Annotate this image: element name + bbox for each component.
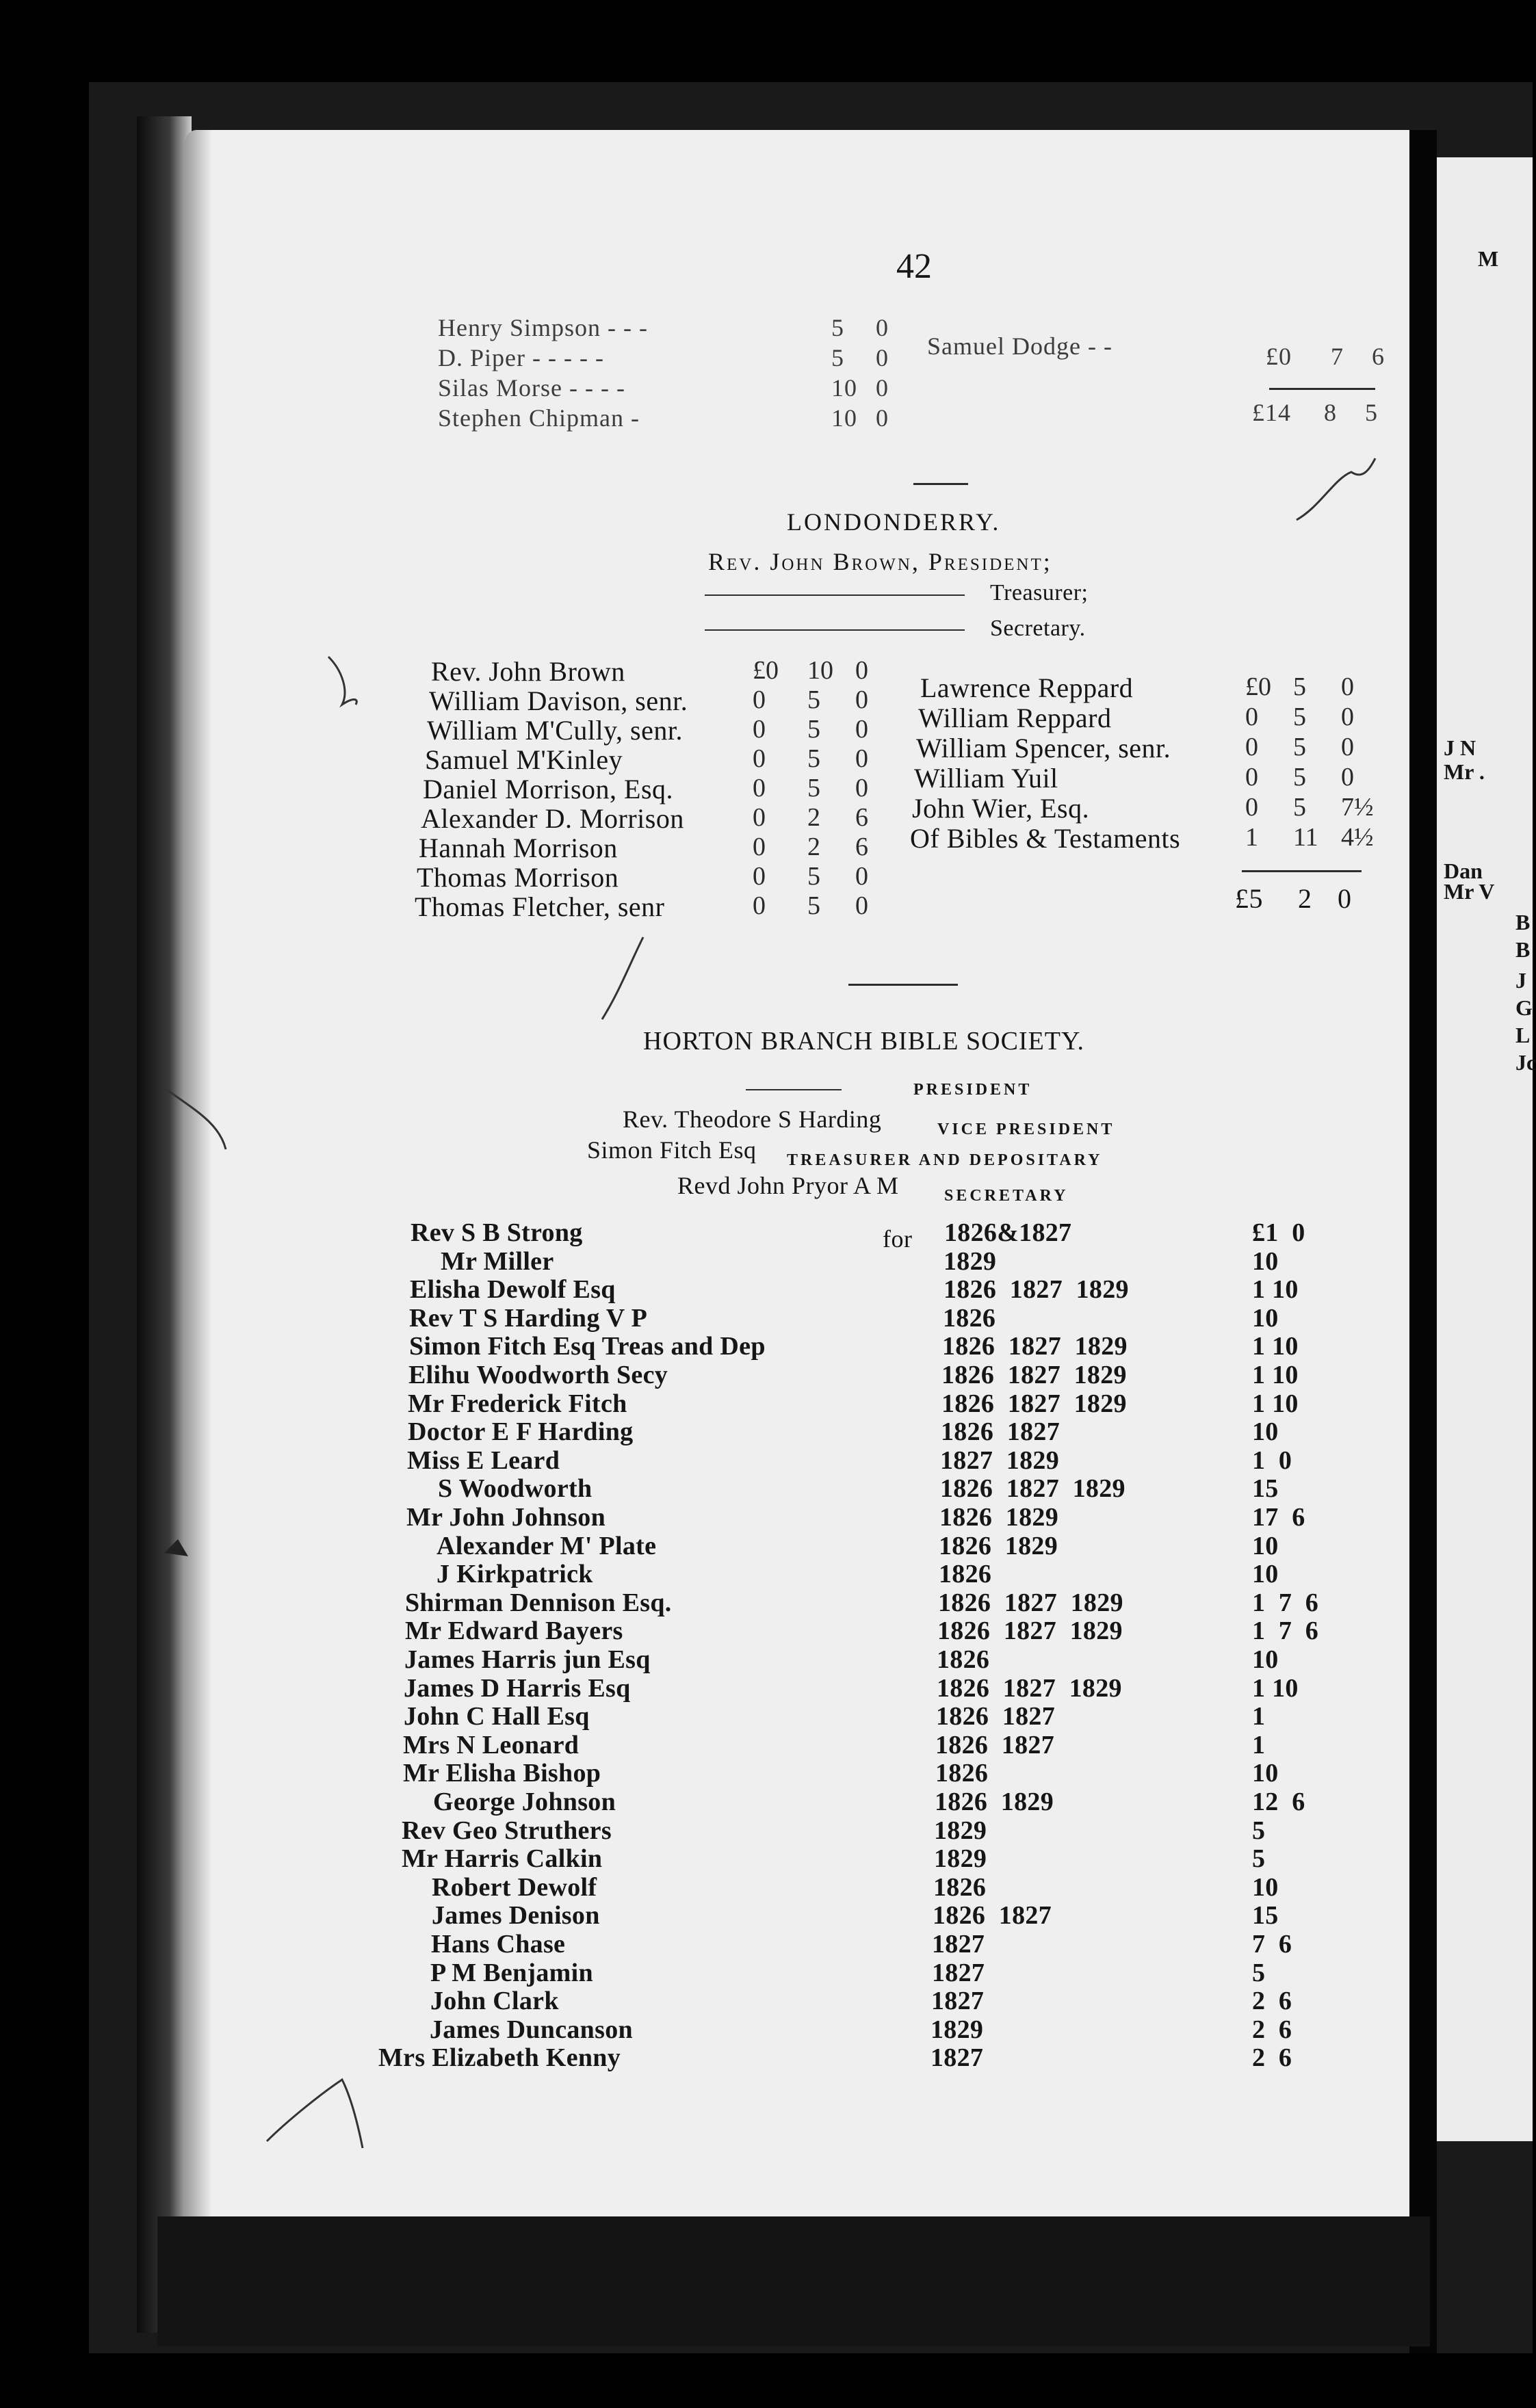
contributor-name: William Reppard xyxy=(918,703,1112,733)
contributor-name: Alexander D. Morrison xyxy=(421,803,684,834)
subscription-years: 1826 1827 1829 xyxy=(943,1275,1129,1305)
amount-pence: 0 xyxy=(1341,703,1354,731)
vice-president-label: VICE PRESIDENT xyxy=(937,1121,1115,1138)
amount-shillings: 10 xyxy=(831,374,857,402)
londonderry-total-d: 0 xyxy=(1338,883,1352,914)
subscriber-name: John Clark xyxy=(430,1987,559,2016)
subscription-years: 1826 1829 xyxy=(935,1788,1054,1816)
amount-pence: 0 xyxy=(876,404,889,432)
subscription-years: 1826 1829 xyxy=(939,1503,1058,1532)
subscription-amount: 7 6 xyxy=(1252,1930,1292,1959)
amount-pence: 0 xyxy=(1341,763,1354,791)
amount-pence: 0 xyxy=(876,344,889,371)
subscriber-name: Robert Dewolf xyxy=(432,1872,597,1902)
subscriber-name: Shirman Dennison Esq. xyxy=(405,1588,672,1617)
amount-pence: 0 xyxy=(855,656,868,685)
subscriber-name: James Denison xyxy=(432,1901,600,1931)
facing-page-fragment: B xyxy=(1515,937,1531,962)
subscriber-name: Simon Fitch Esq Treas and Dep xyxy=(409,1332,766,1361)
londonderry-secretary: Secretary. xyxy=(990,616,1086,641)
subscription-amount: 17 6 xyxy=(1252,1503,1305,1532)
subscription-amount: 1 10 xyxy=(1252,1361,1299,1389)
facing-page-fragment: B xyxy=(1515,910,1531,934)
amount-pence: 0 xyxy=(1341,733,1354,761)
subscription-years: 1829 xyxy=(934,1844,987,1874)
subscriber-name: S Woodworth xyxy=(438,1474,593,1504)
subscription-years: 1826 1827 1829 xyxy=(942,1332,1128,1361)
londonderry-total-l: £5 xyxy=(1235,883,1263,914)
subscription-years: 1827 1829 xyxy=(940,1445,1059,1475)
amount-shillings: 5 xyxy=(807,891,820,920)
londonderry-president: Rev. John Brown, President; xyxy=(708,548,1052,575)
facing-page-fragment: Mr . xyxy=(1444,759,1485,784)
londonderry-total-s: 2 xyxy=(1298,883,1312,914)
amount-shillings: 5 xyxy=(831,314,844,341)
subscription-years: 1827 xyxy=(932,1958,985,1987)
amount-pence: 4½ xyxy=(1341,823,1374,852)
subscriber-name: Mr Elisha Bishop xyxy=(403,1759,601,1788)
subscription-amount: £1 0 xyxy=(1252,1218,1305,1247)
margin-mark-1 xyxy=(1297,458,1375,520)
amount-pence: 6 xyxy=(855,803,868,832)
amount-shillings: 5 xyxy=(1293,703,1306,731)
subscription-years: 1826 xyxy=(937,1645,990,1674)
facing-page-fragment: J xyxy=(1515,968,1526,993)
amount-pounds: 0 xyxy=(753,891,766,920)
subscription-amount: 1 10 xyxy=(1252,1673,1299,1703)
facing-page-fragment: J N xyxy=(1444,735,1476,760)
subscriber-name: Mr Frederick Fitch xyxy=(408,1389,627,1418)
subscription-years: 1826 1829 xyxy=(939,1531,1058,1560)
subscriber-name: Mrs N Leonard xyxy=(403,1730,580,1759)
subscription-amount: 5 xyxy=(1252,1816,1266,1845)
vice-president-name: Rev. Theodore S Harding xyxy=(623,1105,882,1133)
subscription-years: 1827 xyxy=(930,2043,984,2073)
contributor-name: Rev. John Brown xyxy=(431,656,625,687)
amount-shillings: 5 xyxy=(1293,763,1306,791)
subscription-years: 1826 1827 xyxy=(941,1417,1060,1447)
amount-pounds: £0 xyxy=(753,656,779,685)
amount-shillings: 5 xyxy=(1293,793,1306,822)
contributor-name: Henry Simpson - - - xyxy=(438,314,648,341)
subscription-amount: 15 xyxy=(1252,1474,1279,1504)
subscription-years: 1829 xyxy=(934,1816,987,1845)
top-total-d: 5 xyxy=(1365,399,1378,426)
subscriber-name: James D Harris Esq xyxy=(404,1673,631,1703)
amount-pounds: 0 xyxy=(753,715,766,744)
subscriber-name: P M Benjamin xyxy=(430,1958,593,1987)
subscription-years: 1826 1827 1829 xyxy=(941,1361,1127,1389)
subscriber-name: James Duncanson xyxy=(430,2015,633,2044)
subscriber-name: Hans Chase xyxy=(431,1930,566,1959)
subscription-years: 1826 1827 xyxy=(935,1730,1054,1759)
amount-pounds: 0 xyxy=(753,685,766,714)
contributor-name: Stephen Chipman - xyxy=(438,404,640,432)
margin-mark-2 xyxy=(328,657,356,705)
subscription-amount: 12 6 xyxy=(1252,1788,1305,1816)
subscriber-name: Rev T S Harding V P xyxy=(409,1303,648,1333)
amount-pence: 0 xyxy=(855,715,868,744)
subscriber-name: Mr Miller xyxy=(441,1246,554,1276)
page-number: 42 xyxy=(896,247,932,286)
subscription-amount: 1 10 xyxy=(1252,1332,1299,1361)
amount-shillings: 5 xyxy=(807,862,820,891)
subscription-amount: 10 xyxy=(1252,1417,1279,1447)
amount-pounds: 0 xyxy=(753,833,766,861)
subscriber-name: George Johnson xyxy=(433,1788,616,1816)
subscription-amount: 2 6 xyxy=(1252,2015,1292,2044)
subscriber-name: Rev Geo Struthers xyxy=(402,1816,612,1845)
subscriber-name: Elisha Dewolf Esq xyxy=(410,1275,616,1305)
president-label: PRESIDENT xyxy=(913,1081,1032,1099)
subscription-years: 1826 xyxy=(939,1560,992,1589)
amount-pence: 0 xyxy=(1341,672,1354,701)
facing-page-fragment: L xyxy=(1515,1023,1531,1047)
contributor-name: Daniel Morrison, Esq. xyxy=(423,774,674,804)
margin-mark-3 xyxy=(602,937,643,1019)
secretary-label: SECRETARY xyxy=(944,1187,1069,1205)
subscription-amount: 1 0 xyxy=(1252,1445,1292,1475)
amount-pence: 0 xyxy=(855,891,868,920)
amount-shillings: 5 xyxy=(807,685,820,714)
contributor-name: William Spencer, senr. xyxy=(916,733,1171,763)
subscription-amount: 1 7 6 xyxy=(1252,1588,1319,1617)
subscription-years: 1829 xyxy=(943,1246,997,1276)
amount-shillings: 5 xyxy=(1293,733,1306,761)
subscription-amount: 1 10 xyxy=(1252,1389,1299,1418)
amount-pence: 7½ xyxy=(1341,793,1374,822)
amount-shillings: 5 xyxy=(807,715,820,744)
amount-shillings: 10 xyxy=(807,656,833,685)
subscription-amount: 10 xyxy=(1252,1759,1279,1788)
contributor-name: Lawrence Reppard xyxy=(920,672,1134,703)
amount-shillings: 5 xyxy=(807,774,820,802)
amount-shillings: 11 xyxy=(1293,823,1318,852)
contributor-name: John Wier, Esq. xyxy=(912,793,1090,824)
subscription-years: 1826 1827 1829 xyxy=(941,1389,1127,1418)
secretary-name: Revd John Pryor A M xyxy=(677,1172,899,1199)
amount-shillings: 5 xyxy=(807,744,820,773)
amount-pounds: 0 xyxy=(753,803,766,832)
top-total-l: £14 xyxy=(1252,399,1291,426)
subscriber-name: Mrs Elizabeth Kenny xyxy=(378,2043,621,2073)
treasurer-name: Simon Fitch Esq xyxy=(587,1136,757,1164)
contributor-name: Samuel Dodge - - xyxy=(927,332,1112,360)
contributor-name: William Yuil xyxy=(914,763,1058,794)
amount-pounds: 0 xyxy=(753,862,766,891)
treasurer-label: TREASURER AND DEPOSITARY xyxy=(787,1151,1103,1169)
contributor-name: Samuel M'Kinley xyxy=(425,744,623,775)
subscription-years: 1826 xyxy=(943,1303,996,1333)
contributor-name: Thomas Fletcher, senr xyxy=(415,891,665,922)
londonderry-treasurer: Treasurer; xyxy=(990,580,1089,605)
subscriber-name: J Kirkpatrick xyxy=(437,1560,593,1589)
amount-pounds: 0 xyxy=(1245,793,1258,822)
contributor-name: Thomas Morrison xyxy=(417,862,619,893)
amount-pounds: 0 xyxy=(1245,703,1258,731)
amount-pence: 6 xyxy=(1372,343,1385,370)
subscription-years: 1826 xyxy=(935,1759,989,1788)
subscription-amount: 1 xyxy=(1252,1730,1266,1759)
subscriber-name: Elihu Woodworth Secy xyxy=(408,1361,668,1389)
subscription-amount: 5 xyxy=(1252,1958,1266,1987)
amount-pence: 0 xyxy=(876,374,889,402)
amount-pence: 0 xyxy=(855,685,868,714)
subscription-amount: 1 10 xyxy=(1252,1275,1299,1305)
amount-shillings: 2 xyxy=(807,833,820,861)
subscription-years: 1826 1827 1829 xyxy=(940,1474,1125,1504)
amount-shillings: 10 xyxy=(831,404,857,432)
amount-pence: 0 xyxy=(855,774,868,802)
amount-pounds: £0 xyxy=(1266,343,1292,370)
amount-pounds: 0 xyxy=(1245,763,1258,791)
facing-page-fragment: Mr V xyxy=(1444,879,1495,904)
subscription-amount: 10 xyxy=(1252,1872,1279,1902)
subscription-amount: 1 xyxy=(1252,1702,1266,1731)
subscription-amount: 10 xyxy=(1252,1531,1279,1560)
subscription-years: 1826 1827 1829 xyxy=(937,1617,1123,1646)
subscription-years: 1826 1827 xyxy=(936,1702,1055,1731)
amount-shillings: 5 xyxy=(831,344,844,371)
contributor-name: Of Bibles & Testaments xyxy=(910,823,1181,854)
amount-pounds: 0 xyxy=(1245,733,1258,761)
facing-page-fragment: G xyxy=(1515,995,1533,1020)
amount-pence: 0 xyxy=(855,744,868,773)
subscription-years: 1826 xyxy=(933,1872,987,1902)
londonderry-title: LONDONDERRY. xyxy=(787,508,1001,536)
subscriber-name: Mr Edward Bayers xyxy=(405,1617,623,1646)
subscription-amount: 2 6 xyxy=(1252,2043,1292,2073)
amount-pence: 0 xyxy=(855,862,868,891)
subscriber-name: Doctor E F Harding xyxy=(408,1417,634,1447)
facing-page-fragment: M xyxy=(1478,246,1499,271)
contributor-name: Hannah Morrison xyxy=(419,833,618,863)
contributor-name: D. Piper - - - - - xyxy=(438,344,604,371)
contributor-name: Silas Morse - - - - xyxy=(438,374,625,402)
subscription-years: 1826&1827 xyxy=(944,1218,1072,1247)
subscription-years: 1827 xyxy=(931,1987,985,2016)
contributor-name: William M'Cully, senr. xyxy=(427,715,683,746)
amount-pounds: 0 xyxy=(753,744,766,773)
subscription-years: 1826 1827 1829 xyxy=(938,1588,1123,1617)
subscriber-name: James Harris jun Esq xyxy=(404,1645,651,1674)
amount-pence: 6 xyxy=(855,833,868,861)
subscription-amount: 1 7 6 xyxy=(1252,1617,1319,1646)
subscription-years: 1826 1827 xyxy=(933,1901,1052,1931)
for-label: for xyxy=(883,1225,913,1253)
subscriber-name: John C Hall Esq xyxy=(404,1702,590,1731)
subscriber-name: Rev S B Strong xyxy=(411,1218,583,1247)
subscription-amount: 10 xyxy=(1252,1560,1279,1589)
top-total-s: 8 xyxy=(1324,399,1337,426)
margin-mark-4 xyxy=(164,1088,226,1149)
subscription-years: 1826 1827 1829 xyxy=(937,1673,1122,1703)
facing-page-fragment: Dan xyxy=(1444,859,1483,883)
margin-mark-5 xyxy=(267,2080,363,2148)
subscription-amount: 10 xyxy=(1252,1645,1279,1674)
amount-shillings: 2 xyxy=(807,803,820,832)
amount-pounds: 1 xyxy=(1245,823,1258,852)
horton-title: HORTON BRANCH BIBLE SOCIETY. xyxy=(643,1027,1085,1056)
subscription-amount: 10 xyxy=(1252,1246,1279,1276)
subscriber-name: Miss E Leard xyxy=(407,1445,560,1475)
subscription-amount: 5 xyxy=(1252,1844,1266,1874)
amount-pence: 0 xyxy=(876,314,889,341)
subscription-years: 1827 xyxy=(932,1930,985,1959)
subscriber-name: Mr John Johnson xyxy=(406,1503,606,1532)
amount-shillings: 5 xyxy=(1293,672,1306,701)
margin-mark-6 xyxy=(164,1539,188,1556)
subscription-amount: 15 xyxy=(1252,1901,1279,1931)
amount-pounds: 0 xyxy=(753,774,766,802)
contributor-name: William Davison, senr. xyxy=(429,685,688,716)
subscription-years: 1829 xyxy=(930,2015,984,2044)
subscription-amount: 2 6 xyxy=(1252,1987,1292,2016)
subscriber-name: Mr Harris Calkin xyxy=(402,1844,603,1874)
subscriber-name: Alexander M' Plate xyxy=(437,1531,657,1560)
subscription-amount: 10 xyxy=(1252,1303,1279,1333)
amount-pounds: £0 xyxy=(1245,672,1271,701)
facing-page-fragment: Jc xyxy=(1515,1050,1536,1075)
amount-shillings: 7 xyxy=(1331,343,1344,370)
